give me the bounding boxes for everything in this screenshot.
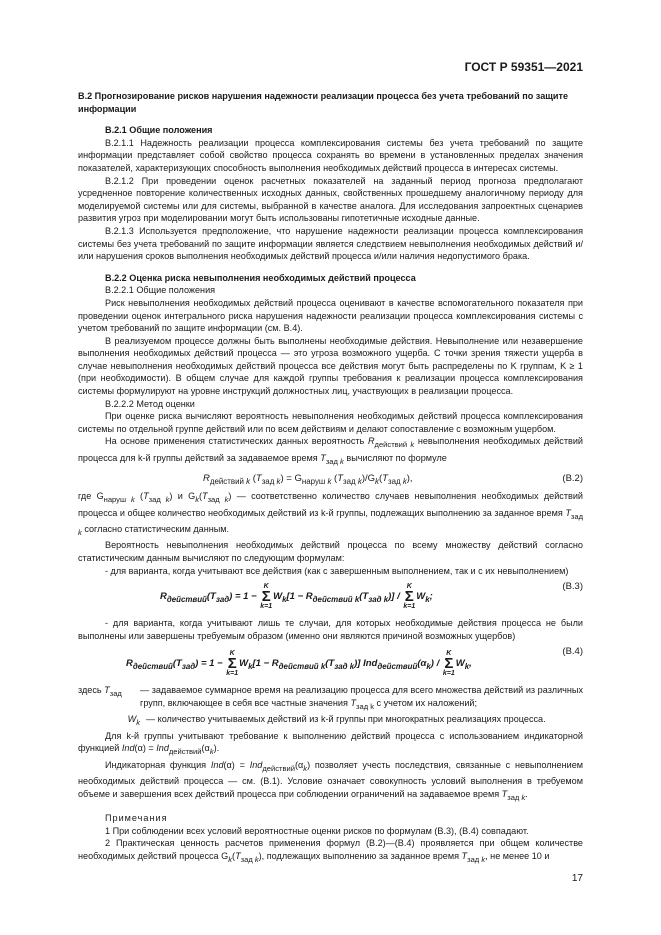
- equation-number: (В.2): [562, 473, 583, 485]
- paragraph: В.2.1.1 Надежность реализации процесса комплексирования системы без учета требований по защите информации представляет собой свойство процесса сохранять во времени в установленных пределах значения показателей, характеризующих способность выполнения необходимых действий процесса в интересах системы.: [78, 137, 583, 173]
- equation-b4: $R_{действий}(T_{зад}) = 1 - K$ Σ $k=1W_k[1 - R_{действий k}(T_{зад k})]$ $Ind_{действий}(\alpha_k)$ / K Σ $k=1W_k$, (В.4): [126, 646, 583, 678]
- equation-number: (В.3): [562, 581, 583, 593]
- paragraph: где $G_{наруш k}$ $(T_{зад k})$ и $G_k(T_{зад k})$ — соответственно количество случаев невыполнения необходимых действий процесса и общее количество необходимых действий из k-й группы, подлежащих выполнению за заданное время $T_{зад k}$ согласно статистическим данным.: [78, 491, 583, 537]
- equation-b3: $R_{действий}(T_{зад}) = 1 - K$ Σ $k=1W_k[1 - R_{действий k}(T_{зад k})] / K$ Σ $k=1W_k$; (В.3): [160, 581, 583, 611]
- subsection-heading: В.2.2.1 Общие положения: [105, 285, 216, 296]
- definitions: [78, 684, 583, 729]
- page-content: [78, 90, 583, 866]
- subsection-title: В.2.1 Общие положения: [105, 125, 213, 136]
- paragraph: При оценке риска вычисляют вероятность невыполнения необходимых действий процесса комплексирования системы по отдельной группе действий или по всем действиям и делают сопоставление с возможным ущербом.: [78, 411, 583, 434]
- equation-number: (В.4): [562, 646, 583, 658]
- paragraph: Индикаторная функция $Ind(\alpha) = Ind_{действий}(\alpha_k)$ позволяет учесть последствия, связанные с невыполнением необходимых действий процесса — см. (В.1). Условие означает совокупность условий выполнения в требуемом объеме и завершения всех действий процесса при соблюдении ограничений на задаваемое время $T_{зад k}$.: [78, 759, 584, 802]
- paragraph: В реализуемом процессе должны быть выполнены необходимые действия. Невыполнение или незавершение выполнения необходимых действий процесса — это угроза возможного ущерба. С точки зрения тяжести ущерба в случае невыполнения необходимых действий процесса все действия могут быть распределены по K группам, K ≥ 1 (при необходимости). В общем случае для каждой группы требования к реализации процесса комплексирования системы формулируют на уровне инструкций должностных лиц, участвующих в реализации процесса.: [78, 335, 583, 397]
- section-title: В.2 Прогнозирование рисков нарушения надежности реализации процесса без учета требований по защите информации: [78, 91, 569, 114]
- note: 1 При соблюдении всех условий вероятностные оценки рисков по формулам (В.3), (В.4) совпадают.: [105, 825, 529, 836]
- definition-row: здесь $T_{зад}$ — задаваемое суммарное время на реализацию процесса для всего множества действий из различных групп, включающее в себя все частные значения $T_{зад k}$ с учетом их наложений;: [78, 685, 583, 711]
- paragraph: Риск невыполнения необходимых действий процесса оценивают в качестве вспомогательного показателя при проведении оценок интегрального риска нарушения надежности реализации процесса комплексирования системы с учетом требований по защите информации (см. В.4).: [78, 297, 583, 334]
- list-item: - для варианта, когда учитывают лишь те случаи, для которых необходимые действия процесса не были выполнены или завершены требуемым образом (именно они являются причиной возможных ущербов): [78, 618, 583, 641]
- paragraph: Для k-й группы учитывают требование к выполнению действий процесса с использованием индикаторной функцией $Ind(\alpha) = Ind_{действий}(\alpha_k)$.: [78, 730, 583, 757]
- paragraph: В.2.1.2 При проведении оценок расчетных показателей на заданный период прогноза предполагают усредненное повторение количественных исходных данных, свойственных прошедшему аналогичному периоду для моделируемой системы или для системы, выбранной в качестве аналога. Для исследования запроектных сценариев развития угроз при моделировании могут быть использованы гипотетичные исходные данные.: [78, 175, 583, 224]
- page-number: 17: [571, 873, 583, 884]
- list-item: - для варианта, когда учитывают все действия (как с завершенным выполнением, так и с их невыполнением): [105, 565, 569, 576]
- paragraph: В.2.1.3 Используется предположение, что нарушение надежности реализации процесса комплексирования системы без учета требований по защите информации является следствием невыполнения необходимых действий и/или нарушения сроков выполнения необходимых действий процесса и/или наличия недопустимого брака.: [78, 225, 583, 262]
- subsection-heading: В.2.2.2 Метод оценки: [105, 398, 195, 409]
- equation-b2: $R_{действий k}$ $(T_{зад k}) = G_{наруш k}$ $(T_{зад k})/G_k(T_{зад k})$, (В.2): [203, 473, 583, 487]
- notes-title: Примечания: [105, 813, 168, 824]
- subsection-title: В.2.2 Оценка риска невыполнения необходимых действий процесса: [105, 272, 416, 283]
- note: 2 Практическая ценность расчетов применения формул (В.2)—(В.4) проявляется при общем количестве необходимых действий процесса $G_k(T_{зад k})$, подлежащих выполнению за заданное время $T_{зад k}$, не менее 10 и: [78, 838, 583, 864]
- paragraph: Вероятность невыполнения необходимых действий процесса по всему множеству действий согласно статистическим данным вычисляют по следующим формулам:: [78, 540, 583, 564]
- paragraph: На основе применения статистических данных вероятность $R_{действий k}$ невыполнения необходимых действий процесса для k-й группы действий за задаваемое время $T_{зад k}$ вычисляют по формуле: [78, 436, 583, 466]
- document-header: ГОСТ Р 59351—2021: [464, 60, 583, 74]
- definition-row: $W_k$ — количество учитываемых действий из k-й группы при многократных реализациях процесса.: [127, 714, 546, 728]
